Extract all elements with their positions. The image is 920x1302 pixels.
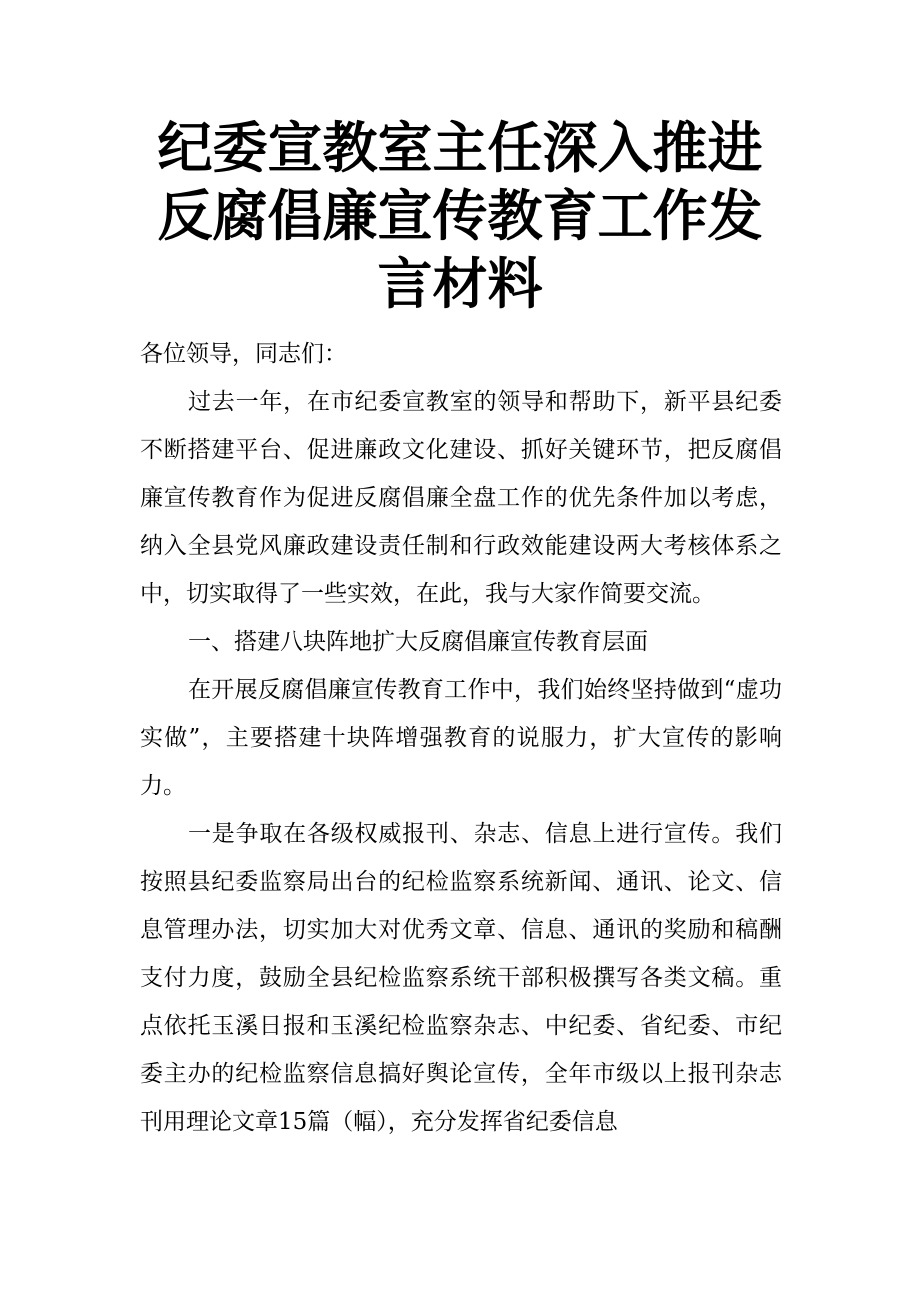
paragraph-section-1: 在开展反腐倡廉宣传教育工作中，我们始终坚持做到“虚功实做”，主要搭建十块阵增强教育的说服力，扩大宣传的影响力。 — [140, 677, 782, 799]
section-heading-1: 一、搭建八块阵地扩大反腐倡廉宣传教育层面 — [188, 629, 648, 655]
title-line-2: 反腐倡廉宣传教育工作发 — [157, 184, 763, 248]
document-body — [140, 330, 782, 1146]
title-line-1: 纪委宣教室主任深入推进 — [157, 116, 763, 180]
title-line-3: 言材料 — [377, 252, 543, 316]
document-title — [140, 114, 780, 318]
salutation: 各位领导，同志们： — [140, 341, 347, 367]
paragraph-point-1: 一是争取在各级权威报刊、杂志、信息上进行宣传。我们按照县纪委监察局出台的纪检监察系统新闻、通讯、论文、信息管理办法，切实加大对优秀文章、信息、通讯的奖励和稿酬支付力度，鼓励全县纪检监察系统干部积极撰写各类文稿。重点依托玉溪日报和玉溪纪检监察杂志、中纪委、省纪委、市纪委主办的纪检监察信息搞好舆论宣传，全年市级以上报刊杂志刊用理论文章15篇（幅），充分发挥省纪委信息 — [140, 821, 782, 1135]
paragraph-intro: 过去一年，在市纪委宣教室的领导和帮助下，新平县纪委不断搭建平台、促进廉政文化建设、抓好关键环节，把反腐倡廉宣传教育作为促进反腐倡廉全盘工作的优先条件加以考虑，纳入全县党风廉政建设责任制和行政效能建设两大考核体系之中，切实取得了一些实效，在此，我与大家作简要交流。 — [140, 389, 782, 607]
